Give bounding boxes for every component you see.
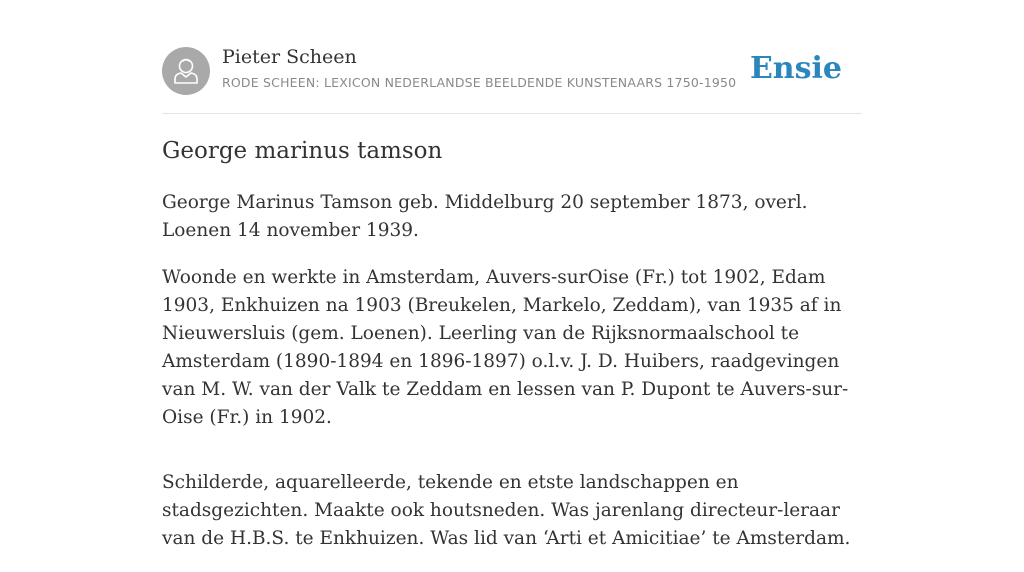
user-icon — [162, 47, 210, 95]
author-header — [162, 46, 862, 96]
author-name[interactable]: Pieter Scheen — [222, 46, 357, 68]
ensie-logo[interactable]: Ensie — [749, 51, 842, 86]
avatar[interactable] — [162, 47, 210, 95]
article-paragraph: George Marinus Tamson geb. Middelburg 20 september 1873, overl. Loenen 14 november 1939. — [162, 192, 808, 241]
article-body — [162, 189, 862, 572]
source-title[interactable]: RODE SCHEEN: LEXICON NEDERLANDSE BEELDENDE KUNSTENAARS 1750-1950 — [222, 75, 737, 90]
article-paragraph: Schilderde, aquarelleerde, tekende en etste landschappen en stadsgezichten. Maakte ook houtsneden. Was jarenlang directeur-leraar van de H.B.S. te Enkhuizen. Was lid van ‘Arti et Amicitiae’ te Amsterdam. — [162, 472, 851, 549]
article-title: George marinus tamson — [162, 138, 443, 164]
article-paragraph: Woonde en werkte in Amsterdam, Auvers-surOise (Fr.) tot 1902, Edam 1903, Enkhuizen na 1903 (Breukelen, Markelo, Zeddam), van 1935 af in Nieuwersluis (gem. Loenen). Leerling van de Rijksnormaalschool te Amsterdam (1890-1894 en 1896-1897) o.l.v. J. D. Huibers, raadgevingen van M. W. van der Valk te Zeddam en lessen van P. Dupont te Auvers-sur-Oise (Fr.) in 1902. — [162, 267, 849, 428]
header-divider — [162, 113, 862, 114]
